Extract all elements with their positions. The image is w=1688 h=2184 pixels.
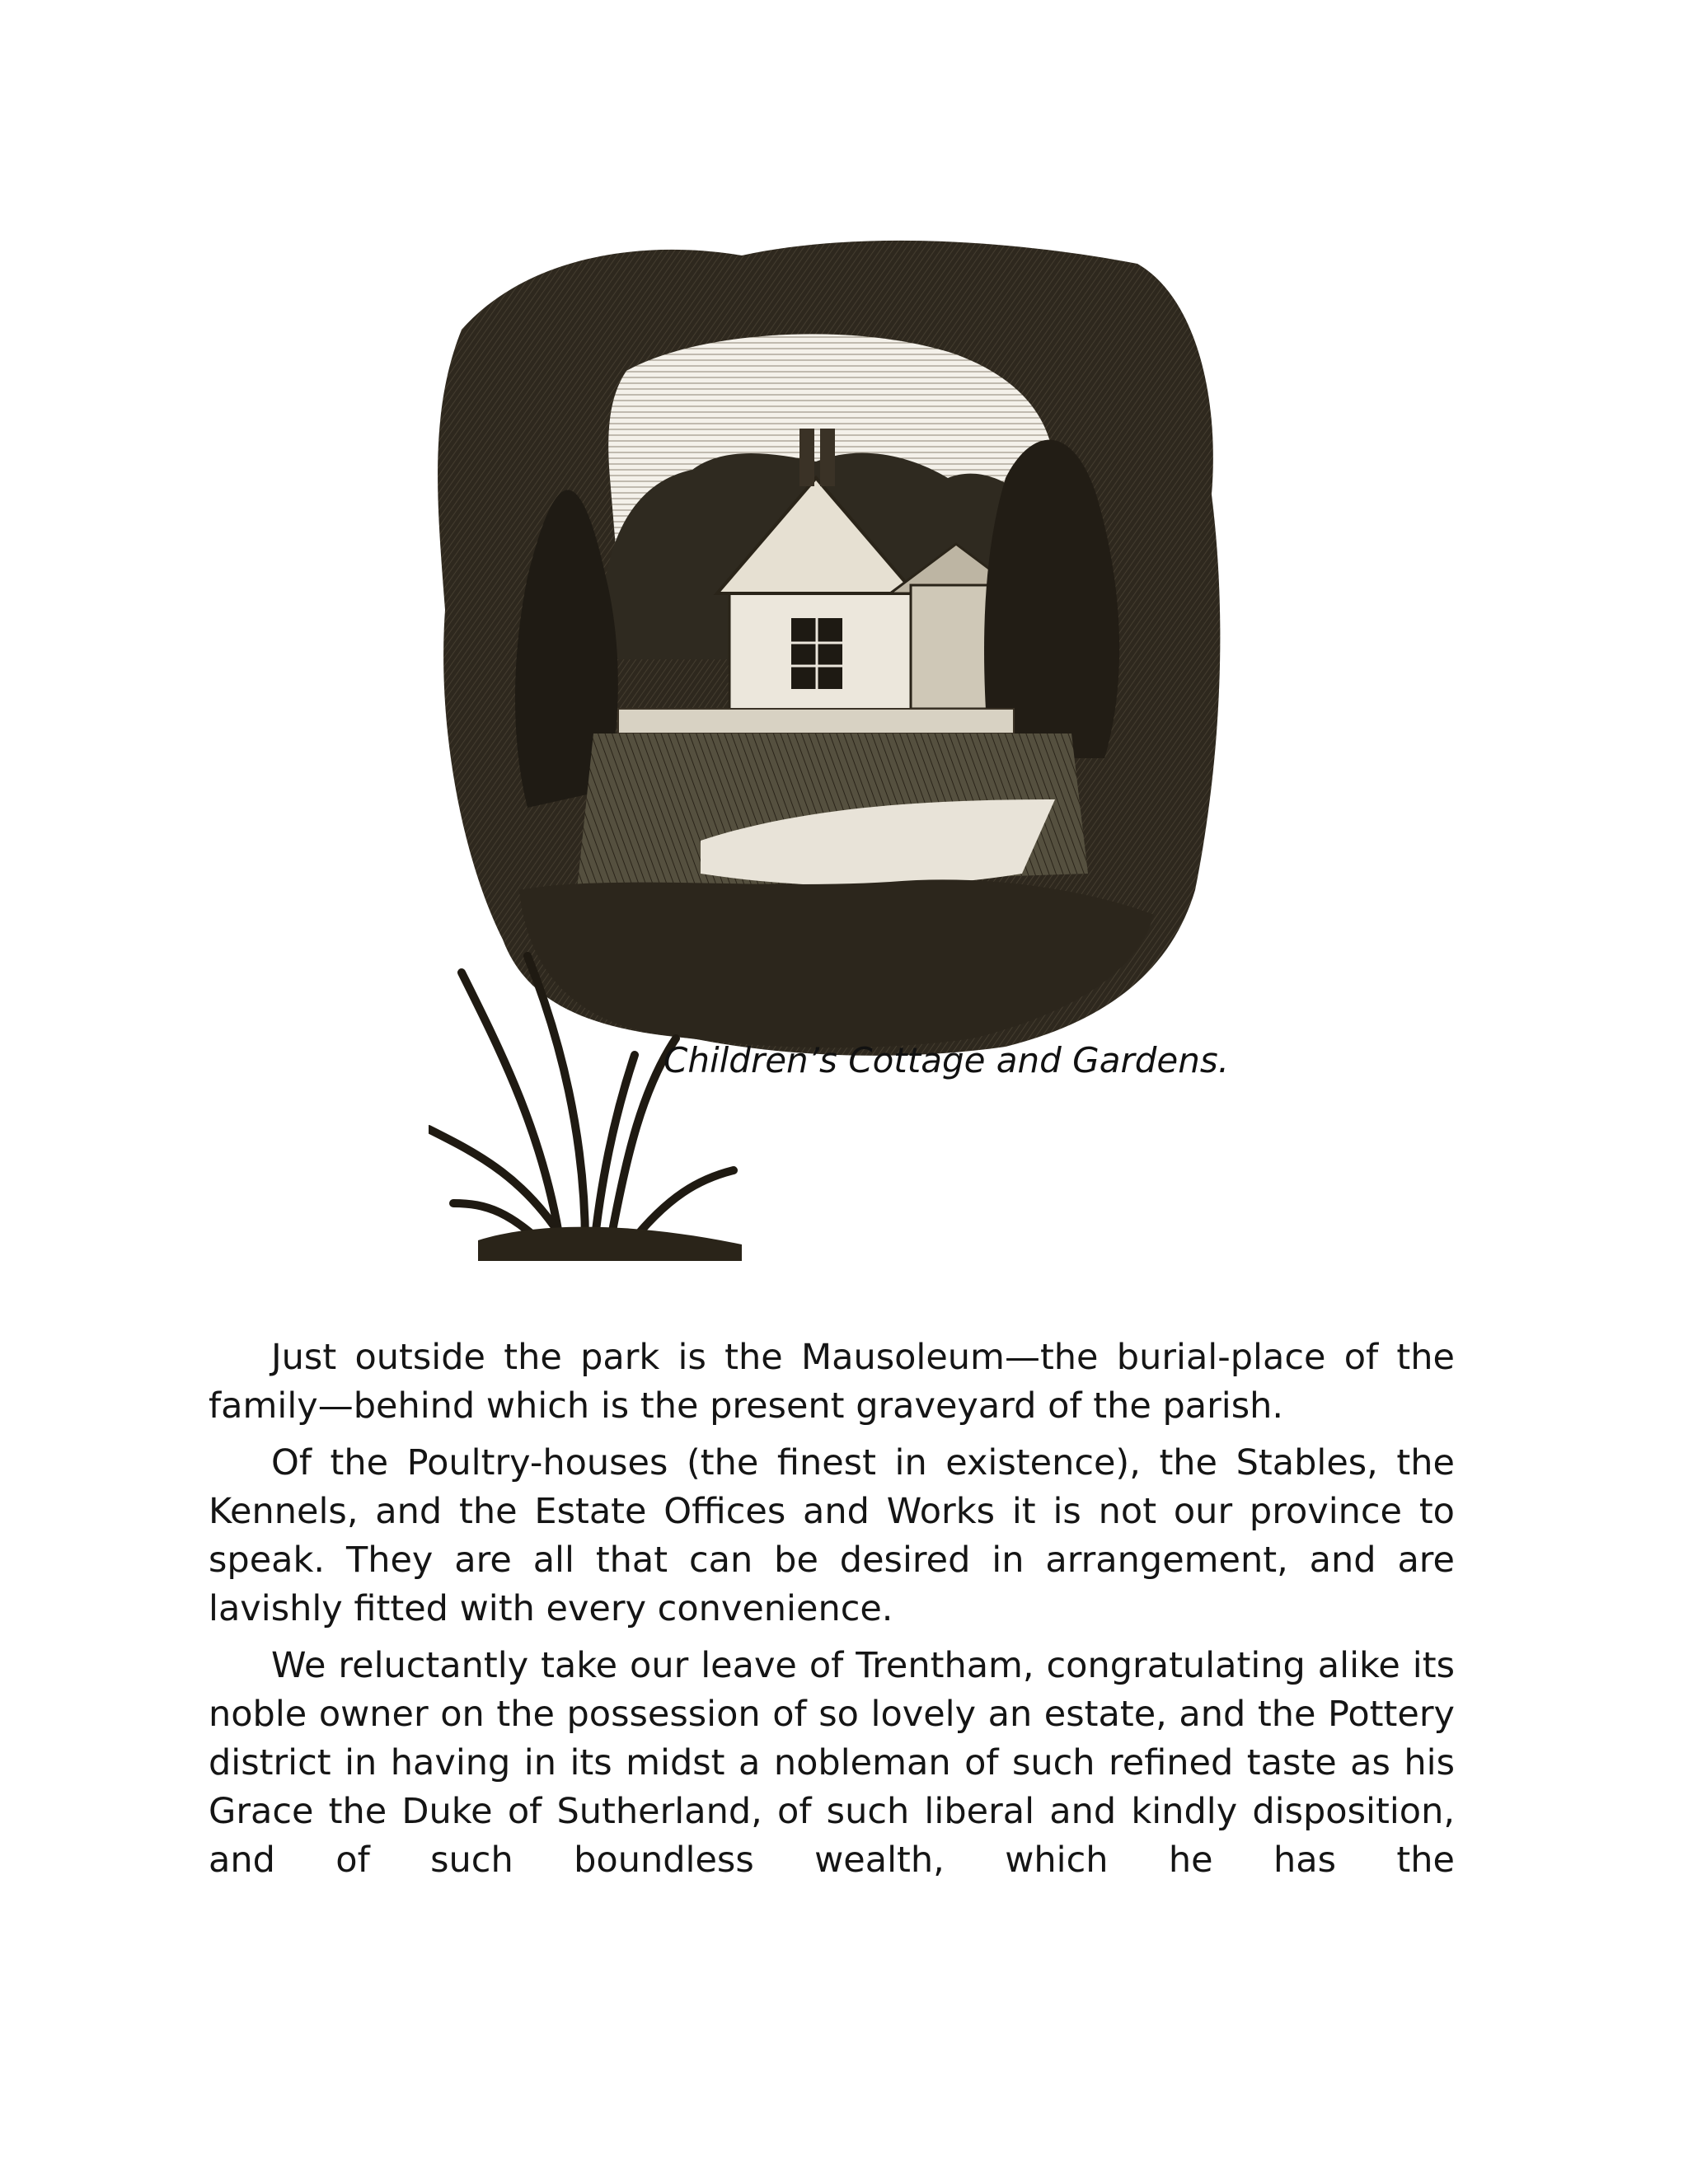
paragraph: Just outside the park is the Mausoleum—the burial-place of the family—behind which is the present graveyard of the parish. (209, 1337, 1455, 1427)
body-text (209, 1333, 1455, 1893)
garden-fence (618, 709, 1014, 733)
figure-caption: Children’s Cottage and Gardens. (663, 1040, 1230, 1080)
cottage-engraving-illustration (429, 231, 1236, 1269)
plant-base (478, 1227, 742, 1261)
paragraph: Of the Poultry-houses (the finest in existence), the Stables, the Kennels, and the Estate Offices and Works it is not our province to speak. They are all that can be desired in arrangement, and are lavishly fitted with every convenience. (209, 1442, 1455, 1629)
paragraph: We reluctantly take our leave of Trentham, congratulating alike its noble owner on the possession of so lovely an estate, and the Pottery district in having in its midst a nobleman of such refined taste as his Grace the Duke of Sutherland, of such liberal and kindly disposition, and of such boundless wealth, which he has the (209, 1645, 1455, 1881)
